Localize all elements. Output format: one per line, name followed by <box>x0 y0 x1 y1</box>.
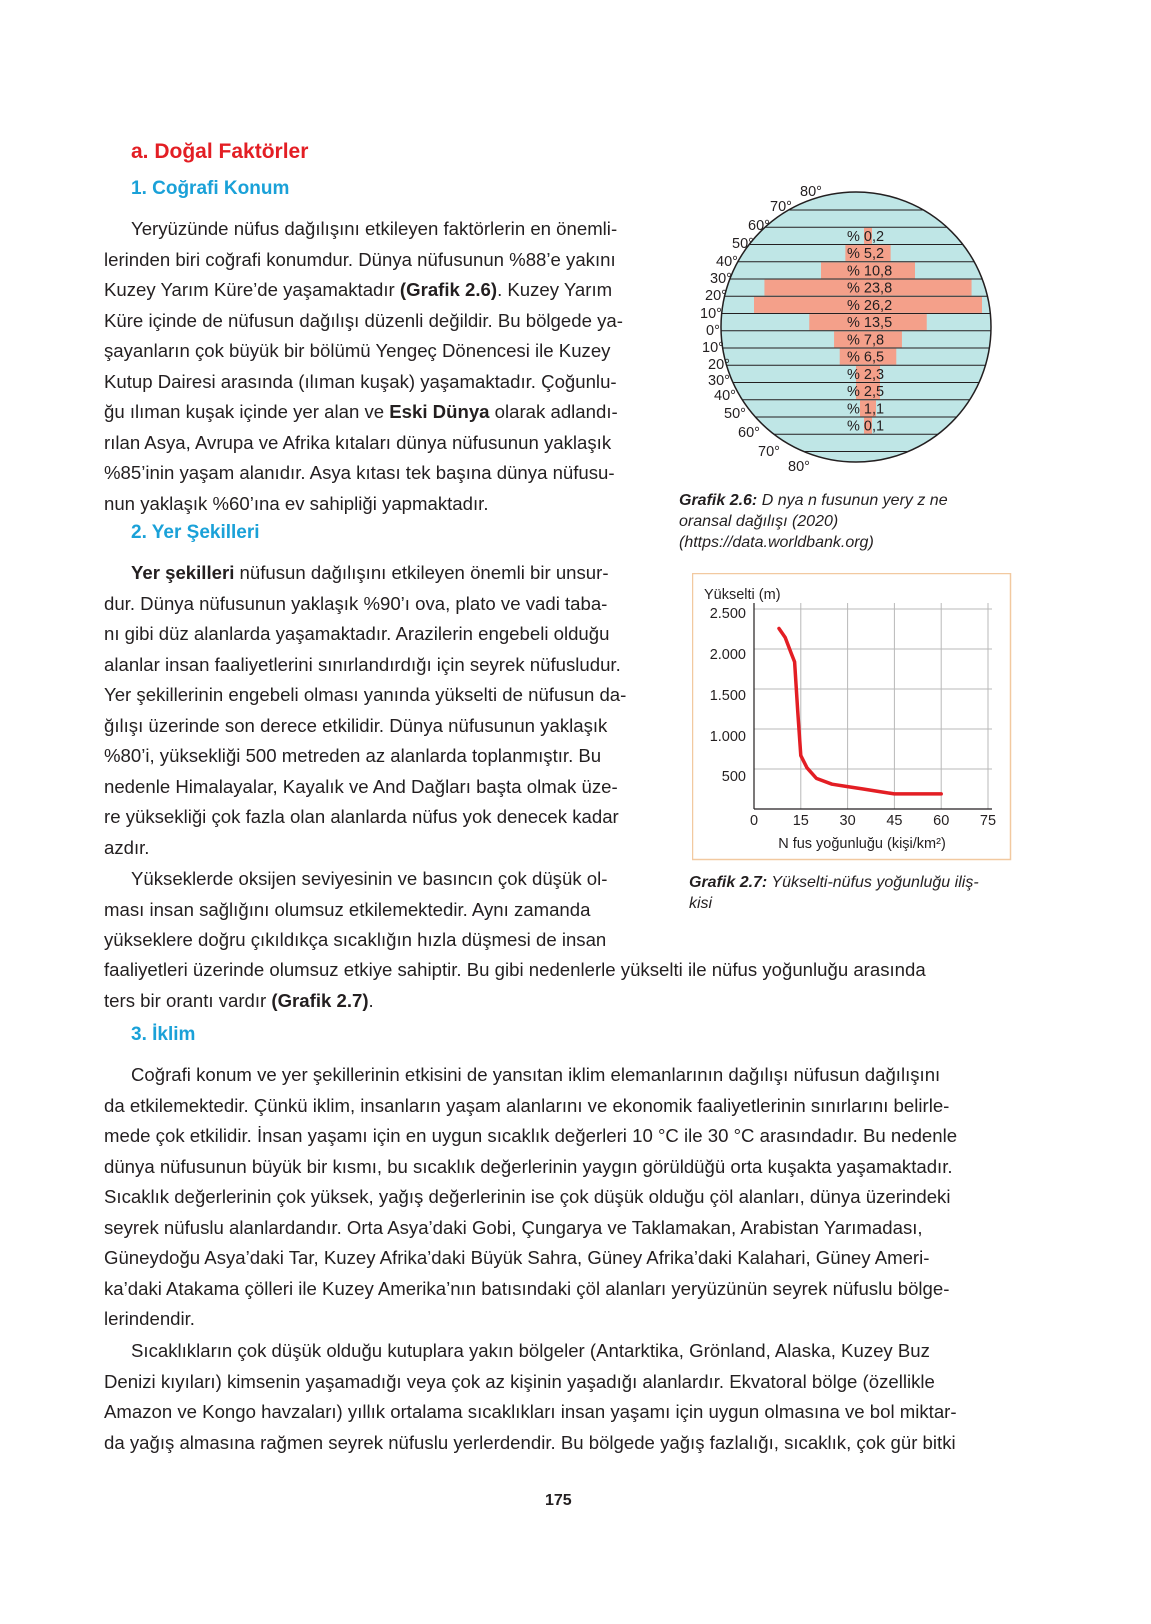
latitude-label: 60° <box>748 218 770 234</box>
text-line: Kuzey Yarım Küre’de yaşamaktadır (Grafik 2.6). Kuzey Yarım <box>104 279 613 300</box>
y-tick-label: 2.000 <box>709 647 746 663</box>
x-tick-label: 75 <box>979 813 997 829</box>
latitude-label: 20° <box>708 357 730 373</box>
text-line: Coğrafi konum ve yer şekillerinin etkisini de yansıtan iklim elemanlarının dağılışı nüfusun dağılışını <box>131 1064 941 1085</box>
paragraph-cografi-konum <box>104 214 664 519</box>
paragraph-yer-sekilleri <box>104 558 664 863</box>
text-line: Yer şekilleri nüfusun dağılışını etkileyen önemli bir unsur- <box>131 562 609 583</box>
y-axis-label: Yükselti (m) <box>704 587 781 603</box>
bar-value-label: % 23,8 <box>847 280 893 297</box>
latitude-label: 50° <box>732 236 754 252</box>
x-tick-label: 60 <box>933 813 950 829</box>
bar-value-label: % 5,2 <box>847 246 885 263</box>
latitude-label: 80° <box>800 184 822 200</box>
ref-grafik-2-6: (Grafik 2.6) <box>399 279 498 300</box>
text-line: dünya nüfusunun büyük bir kısmı, bu sıcaklık değerlerinin yaygın görüldüğü orta kuşakta yaşamaktadır. <box>104 1155 953 1177</box>
text-line: seyrek nüfuslu alanlardandır. Orta Asya’daki Gobi, Çungarya ve Taklamakan, Arabistan Yarımadası, <box>104 1216 923 1238</box>
latitude-label: 50° <box>724 406 746 422</box>
y-tick-label: 500 <box>721 769 746 785</box>
caption-line: (https://data.worldbank.org) <box>679 534 874 551</box>
latitude-label: 30° <box>708 373 730 389</box>
text-line: Güneydoğu Asya’daki Tar, Kuzey Afrika’daki Büyük Sahra, Güney Afrika’daki Kalahari, Güney Ameri- <box>104 1247 930 1268</box>
text-line: dur. Dünya nüfusunun yaklaşık %90’ı ova, plato ve vadi taba- <box>104 592 608 614</box>
text-line: nı gibi düz alanlarda yaşamaktadır. Arazilerin engebeli olduğu <box>104 623 610 644</box>
text-line: Sıcaklık değerlerinin çok yüksek, yağış değerlerinin ise çok düşük olduğu çöl alanları, dünya üzerindeki <box>104 1186 951 1207</box>
bar-value-label: % 1,1 <box>847 401 885 418</box>
term-eski-dunya: Eski Dünya <box>389 401 490 422</box>
text-line: ka’daki Atakama çölleri ile Kuzey Amerika’nın batısındaki çöl alanları yeryüzünün seyrek nüfuslu bölge- <box>104 1277 950 1299</box>
bar-value-label: % 6,5 <box>847 349 885 366</box>
text-line: şayanların çok büyük bir bölümü Yengeç Dönencesi ile Kuzey <box>104 340 611 361</box>
text-line: nedenle Himalayalar, Kayalık ve And Dağları başta olmak üze- <box>104 775 618 797</box>
text-line: lerindendir. <box>104 1308 195 1329</box>
caption-line: kisi <box>689 895 713 912</box>
y-tick-label: 2.500 <box>709 606 746 622</box>
latitude-label: 20° <box>705 288 727 304</box>
text-line: Yer şekillerinin engebeli olması yanında yükselti de nüfusun da- <box>104 684 627 705</box>
text-line: Sıcaklıkların çok düşük olduğu kutuplara yakın bölgeler (Antarktika, Grönland, Alaska, Kuzey Buz <box>131 1340 930 1361</box>
caption-line: Grafik 2.6: D nya n fusunun yery z ne <box>679 492 948 509</box>
text-line: azdır. <box>104 836 150 858</box>
latitude-label: 80° <box>788 459 810 475</box>
text-line: Kutup Dairesi arasında (ılıman kuşak) yaşamaktadır. Çoğunlu- <box>104 370 617 392</box>
text-line: re yüksekliği çok fazla olan alanlarda nüfus yok denecek kadar <box>104 806 619 827</box>
latitude-label: 70° <box>758 444 780 460</box>
subheading-cografi-konum: 1. Coğrafi Konum <box>131 178 290 199</box>
text-line: da yağış almasına rağmen seyrek nüfuslu yerlerdendir. Bu bölgede yağış fazlalığı, sıcaklık, çok gür bitki <box>104 1431 956 1453</box>
bar-value-label: % 0,2 <box>847 228 885 245</box>
text-line: mede çok etkilidir. İnsan yaşamı için en uygun sıcaklık değerleri 10 °C ile 30 °C arasındadır. Bu nedenle <box>104 1125 958 1146</box>
text-line: faaliyetleri üzerinde olumsuz etkiye sahiptir. Bu gibi nedenlerle yükselti ile nüfus yoğunluğu arasında <box>104 959 926 980</box>
caption-grafik-2-7 <box>689 872 1019 914</box>
bar-value-label: % 2,5 <box>847 384 885 401</box>
page-number: 175 <box>545 1492 572 1509</box>
text-line: Denizi kıyıları) kimsenin yaşamadığı veya çok az kişinin yaşadığı alanlardır. Ekvatoral bölge (özellikle <box>104 1370 935 1392</box>
text-line: da etkilemektedir. Çünkü iklim, insanların yaşam alanlarını ve ekonomik faaliyetlerinin sınırlarını belirle- <box>104 1094 950 1116</box>
y-tick-label: 1.500 <box>709 688 746 704</box>
paragraph-kutuplar <box>104 1336 1016 1458</box>
ref-grafik-2-7: (Grafik 2.7) <box>271 989 369 1011</box>
latitude-label: 10° <box>702 340 724 356</box>
caption-line: oransal dağılışı (2020) <box>679 513 839 530</box>
text-line: ters bir orantı vardır (Grafik 2.7). <box>104 989 374 1011</box>
caption-grafik-2-6 <box>679 490 1019 553</box>
latitude-label: 30° <box>710 271 732 287</box>
text-line: ğılışı üzerinde son derece etkilidir. Dünya nüfusunun yaklaşık <box>104 714 608 736</box>
text-line: rılan Asya, Avrupa ve Afrika kıtaları dünya nüfusunun yaklaşık <box>104 431 612 453</box>
text-line: Yükseklerde oksijen seviyesinin ve basıncın çok düşük ol- <box>131 868 608 889</box>
chart-elevation-density <box>692 573 1012 861</box>
subheading-yer-sekilleri: 2. Yer Şekilleri <box>131 522 260 543</box>
text-line: alanlar insan faaliyetlerini sınırlandırdığı için seyrek nüfusludur. <box>104 653 621 675</box>
text-line: Amazon ve Kongo havzaları) yıllık ortalama sıcaklıkları insan yaşamı için uygun olmasına ve bol miktar- <box>104 1401 957 1422</box>
section-heading: a. Doğal Faktörler <box>131 140 309 163</box>
x-tick-label: 30 <box>839 813 856 829</box>
chart-globe-population <box>690 180 1030 490</box>
subheading-iklim: 3. İklim <box>131 1024 196 1045</box>
text-line: nun yaklaşık %60’ına ev sahipliği yapmaktadır. <box>104 492 489 514</box>
text-line: ması insan sağlığını olumsuz etkilemektedir. Aynı zamanda <box>104 898 591 920</box>
x-tick-label: 15 <box>792 813 809 829</box>
paragraph-iklim <box>104 1060 1016 1335</box>
bar-value-label: % 13,5 <box>847 315 893 332</box>
text-line: %80’i, yüksekliği 500 metreden az alanlarda toplanmıştır. Bu <box>104 745 602 766</box>
text-line: Küre içinde de nüfusun dağılışı düzenli değildir. Bu bölgede ya- <box>104 309 623 331</box>
latitude-label: 40° <box>714 388 736 404</box>
bar-value-label: % 2,3 <box>847 366 885 383</box>
y-tick-label: 1.000 <box>709 729 746 745</box>
bar-value-label: % 10,8 <box>847 263 893 280</box>
x-tick-label: 0 <box>749 813 759 829</box>
bar-value-label: % 0,1 <box>847 418 885 435</box>
paragraph-yukselti <box>104 864 664 956</box>
latitude-label: 40° <box>716 254 738 270</box>
bar-value-label: % 7,8 <box>847 332 885 349</box>
latitude-label: 60° <box>738 425 760 441</box>
latitude-label: 10° <box>700 306 722 322</box>
text-line: %85’inin yaşam alanıdır. Asya kıtası tek başına dünya nüfusu- <box>104 462 615 483</box>
latitude-label: 0° <box>706 323 720 339</box>
latitude-label: 70° <box>770 199 792 215</box>
text-line: yükseklere doğru çıkıldıkça sıcaklığın hızla düşmesi de insan <box>104 929 607 950</box>
term-yer-sekilleri: Yer şekilleri <box>131 562 235 583</box>
text-line: Yeryüzünde nüfus dağılışını etkileyen faktörlerin en önemli- <box>131 218 618 239</box>
x-axis-label: N fus yoğunluğu (kişi/km²) <box>778 836 946 852</box>
caption-line: Grafik 2.7: Yükselti-nüfus yoğunluğu iliş- <box>689 874 979 891</box>
text-line: ğu ılıman kuşak içinde yer alan ve Eski Dünya olarak adlandı- <box>104 401 618 422</box>
x-tick-label: 45 <box>886 813 903 829</box>
bar-value-label: % 26,2 <box>847 297 893 314</box>
text-line: lerinden biri coğrafi konumdur. Dünya nüfusunun %88’e yakını <box>104 248 616 270</box>
paragraph-yukselti-cont <box>104 955 1016 1016</box>
